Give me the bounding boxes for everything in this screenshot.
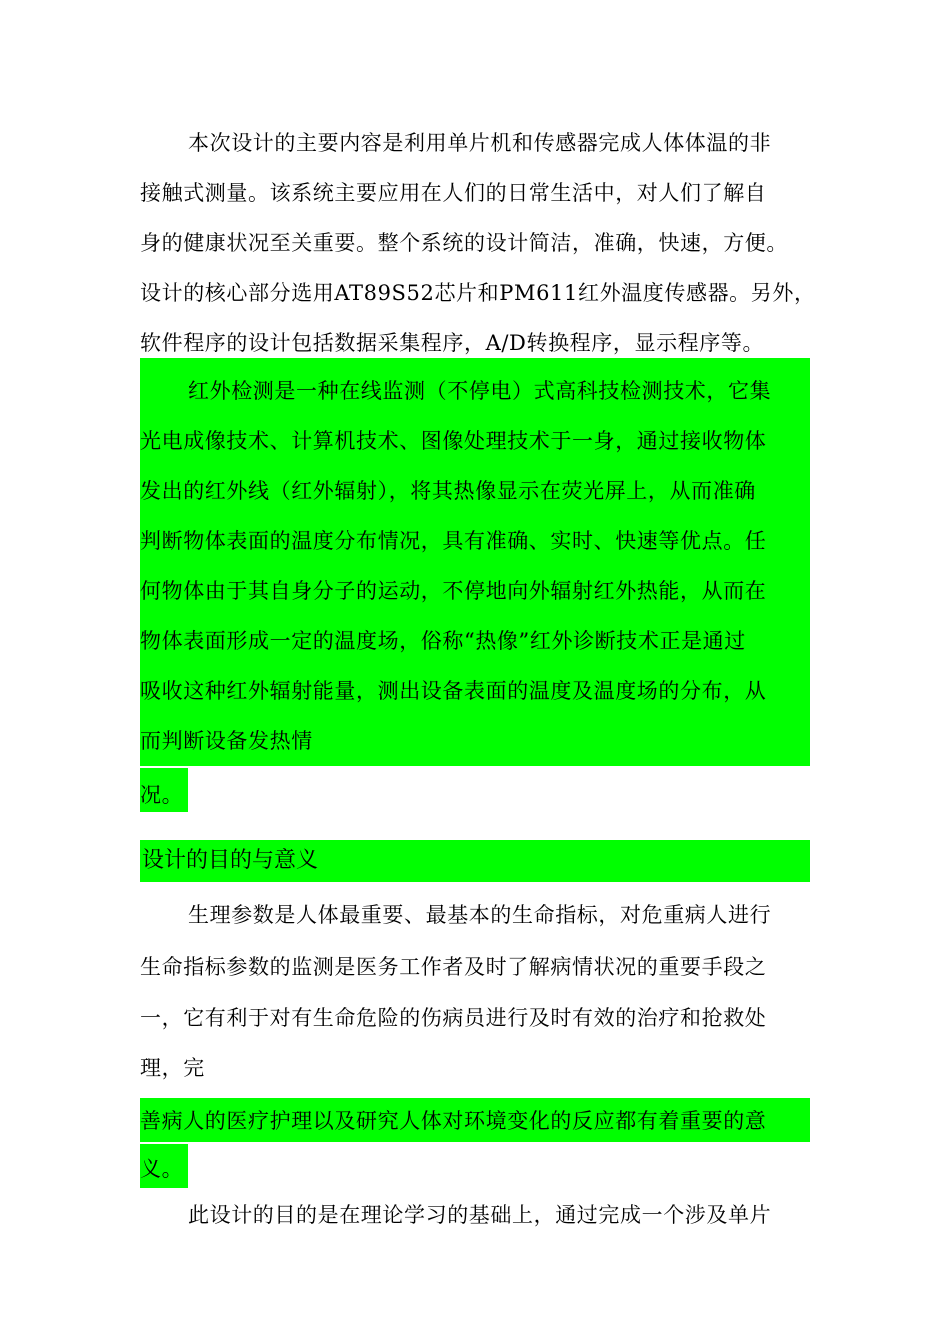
text-line: 软件程序的设计包括数据采集程序，A/D转换程序，显示程序等。 xyxy=(140,331,765,355)
text-line: 红外检测是一种在线监测（不停电）式高科技检测技术，它集 xyxy=(188,379,772,403)
text-line: 况。 xyxy=(140,783,184,807)
text-line: 判断物体表面的温度分布情况，具有准确、实时、快速等优点。任 xyxy=(140,529,767,553)
text-line: 善病人的医疗护理以及研究人体对环境变化的反应都有着重要的意 xyxy=(140,1109,767,1133)
text-line: 吸收这种红外辐射能量，测出设备表面的温度及温度场的分布，从 xyxy=(140,679,767,703)
section-heading: 设计的目的与意义 xyxy=(142,848,319,873)
text-line: 何物体由于其自身分子的运动，不停地向外辐射红外热能，从而在 xyxy=(140,579,767,603)
text-line: 本次设计的主要内容是利用单片机和传感器完成人体体温的非 xyxy=(188,131,772,155)
text-line: 物体表面形成一定的温度场，俗称“热像”红外诊断技术正是通过 xyxy=(140,629,746,653)
text-line: 光电成像技术、计算机技术、图像处理技术于一身，通过接收物体 xyxy=(140,429,767,453)
text-line: 生理参数是人体最重要、最基本的生命指标，对危重病人进行 xyxy=(188,903,772,927)
text-line: 此设计的目的是在理论学习的基础上，通过完成一个涉及单片 xyxy=(188,1203,772,1227)
text-line: 接触式测量。该系统主要应用在人们的日常生活中，对人们了解自 xyxy=(140,181,767,205)
text-line: 设计的核心部分选用AT89S52芯片和PM611红外温度传感器。另外， xyxy=(140,281,816,305)
text-line: 一，它有利于对有生命危险的伤病员进行及时有效的治疗和抢救处 xyxy=(140,1006,767,1030)
text-line: 身的健康状况至关重要。整个系统的设计简洁，准确，快速，方便。 xyxy=(140,231,788,255)
text-line: 而判断设备发热情 xyxy=(140,729,313,753)
text-line: 义。 xyxy=(140,1157,184,1181)
text-line: 生命指标参数的监测是医务工作者及时了解病情状况的重要手段之 xyxy=(140,955,767,979)
text-line: 理，完 xyxy=(140,1056,205,1080)
text-line: 发出的红外线（红外辐射），将其热像显示在荧光屏上，从而准确 xyxy=(140,479,756,503)
